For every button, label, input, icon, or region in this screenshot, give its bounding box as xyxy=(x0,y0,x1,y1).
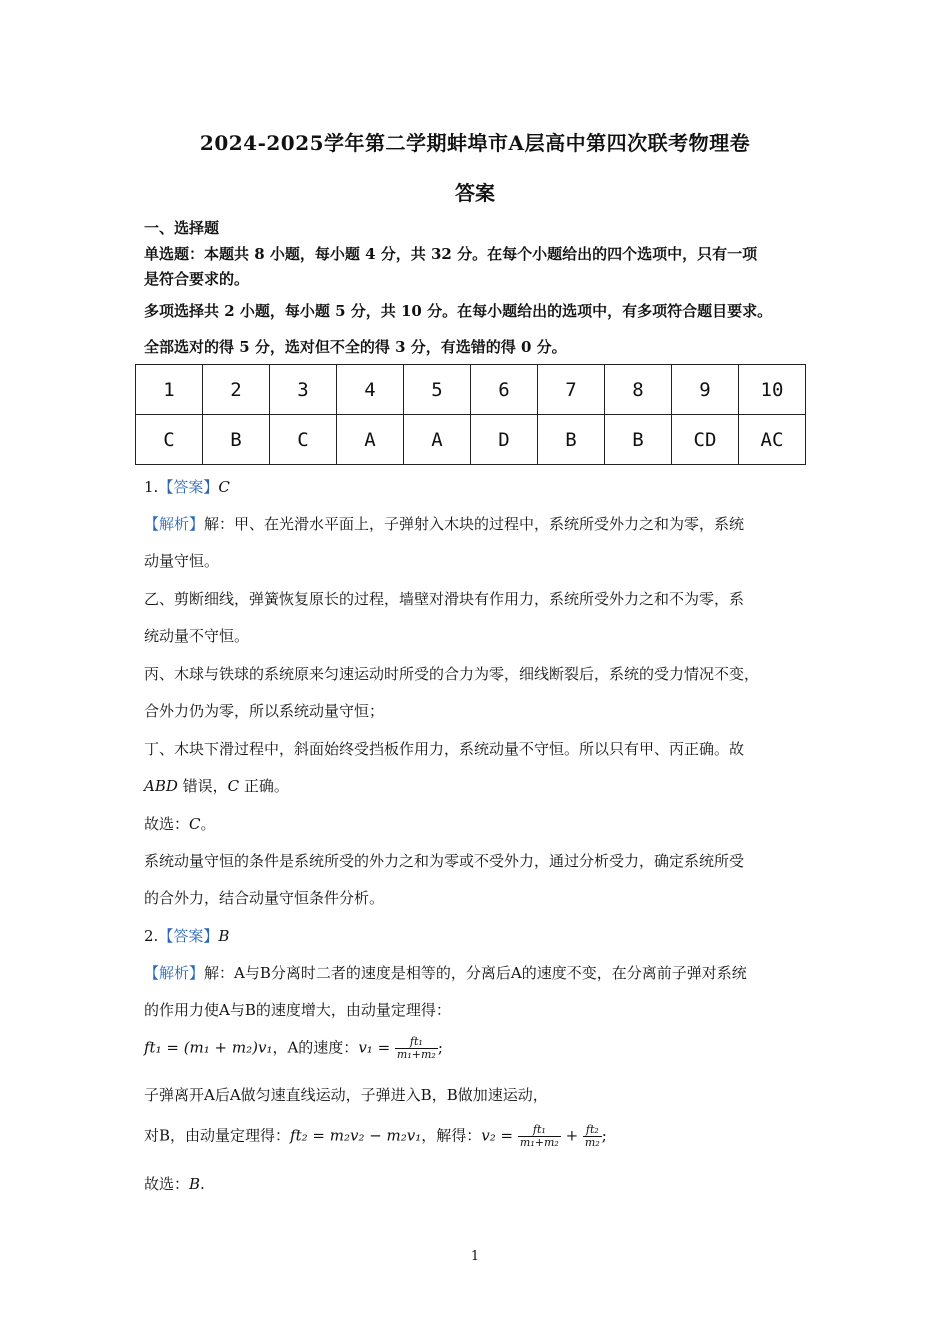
section-heading: 一、选择题 xyxy=(144,219,220,237)
math-text: B xyxy=(189,1175,201,1193)
paragraph-text: 对B，由动量定理得： xyxy=(144,1126,291,1145)
math-text: C xyxy=(227,777,240,795)
multi-choice-scoring: 全部选对的得 5 分，选对但不全的得 3 分，有选错的得 0 分。 xyxy=(144,338,567,356)
equation: ft₁ = (m₁ + m₂)v₁ xyxy=(144,1038,273,1057)
paragraph-line xyxy=(144,775,289,796)
table-cell: 10 xyxy=(739,365,806,415)
answer-table-answers-row xyxy=(136,415,806,465)
paragraph-text: 解：A与B分离时二者的速度是相等的，分离后A的速度不变，在分离前子弹对系统 xyxy=(204,964,747,982)
table-cell: B xyxy=(605,415,672,465)
paragraph-text: 丁、木块下滑过程中，斜面始终受挡板作用力，系统动量不守恒。所以只有甲、丙正确。故 xyxy=(144,740,745,758)
operator: + xyxy=(560,1126,583,1145)
table-cell: CD xyxy=(672,415,739,465)
paragraph-text: 的合外力，结合动量守恒条件分析。 xyxy=(144,889,385,907)
table-cell: 8 xyxy=(605,365,672,415)
q1-answer-line xyxy=(144,476,230,497)
single-choice-instructions: 单选题：本题共 8 小题，每小题 4 分，共 32 分。在每个小题给出的四个选项中，只有一项 xyxy=(144,245,758,263)
paragraph-text: 子弹离开A后A做匀速直线运动，子弹进入B，B做加速运动， xyxy=(144,1086,548,1104)
paragraph-text: 系统动量守恒的条件是系统所受的外力之和为零或不受外力，通过分析受力，确定系统所受 xyxy=(144,852,745,870)
equation: ft₂ = m₂v₂ − m₂v₁ xyxy=(290,1126,422,1145)
fraction-denominator: m₂ xyxy=(584,1136,600,1149)
q2-answer-line xyxy=(144,925,229,946)
paragraph-text: ; xyxy=(601,1126,607,1145)
paragraph-line xyxy=(144,813,216,834)
table-cell: B xyxy=(203,415,270,465)
paragraph-text: 合外力仍为零，所以系统动量守恒； xyxy=(144,702,385,720)
table-cell: C xyxy=(136,415,203,465)
table-cell: 3 xyxy=(270,365,337,415)
fraction-numerator: ft₂ xyxy=(583,1124,602,1137)
paragraph-text: 解：甲、在光滑水平面上，子弹射入木块的过程中，系统所受外力之和为零，系统 xyxy=(204,515,745,533)
table-cell: 7 xyxy=(538,365,605,415)
answer-table xyxy=(135,364,806,465)
paragraph-text: 故选： xyxy=(144,815,190,833)
fraction xyxy=(583,1124,602,1149)
paragraph-text: 的作用力使A与B的速度增大，由动量定理得： xyxy=(144,1001,451,1019)
paragraph-text: 错误， xyxy=(177,777,228,795)
paragraph-text: ，A的速度： xyxy=(272,1038,359,1057)
page-subtitle: 答案 xyxy=(455,181,495,205)
fraction-numerator: ft₁ xyxy=(395,1036,438,1049)
fraction-denominator: m₁+m₂ xyxy=(396,1048,436,1061)
equation: v₁ = xyxy=(358,1038,395,1057)
table-cell: 5 xyxy=(404,365,471,415)
multi-choice-instructions: 多项选择共 2 小题，每小题 5 分，共 10 分。在每小题给出的选项中，有多项符合题目要求。 xyxy=(144,302,773,320)
equation-line xyxy=(144,1036,443,1061)
table-cell: 2 xyxy=(203,365,270,415)
q2-analysis-line xyxy=(144,962,747,983)
paragraph-text: 乙、剪断细线，弹簧恢复原长的过程，墙壁对滑块有作用力，系统所受外力之和不为零，系 xyxy=(144,590,745,608)
paragraph-text: ; xyxy=(437,1038,443,1057)
fraction-denominator: m₁+m₂ xyxy=(519,1136,559,1149)
paragraph-text: 正确。 xyxy=(239,777,289,795)
analysis-tag: 【解析】 xyxy=(144,964,205,982)
q1-number: 1. xyxy=(144,478,159,496)
q2-number: 2. xyxy=(144,927,159,945)
q1-answer: C xyxy=(218,478,230,496)
answer-tag: 【答案】 xyxy=(158,478,219,496)
equation-line xyxy=(144,1124,607,1149)
paragraph-text: 。 xyxy=(200,815,216,833)
paragraph-text: ，解得： xyxy=(421,1126,482,1145)
equation: v₂ = xyxy=(481,1126,518,1145)
answer-table-numbers-row xyxy=(136,365,806,415)
table-cell: C xyxy=(270,415,337,465)
paragraph-text: 动量守恒。 xyxy=(144,552,220,570)
table-cell: 4 xyxy=(337,365,404,415)
single-choice-instructions-cont: 是符合要求的。 xyxy=(144,270,250,288)
table-cell: A xyxy=(337,415,404,465)
table-cell: 6 xyxy=(471,365,538,415)
paragraph-text: 丙、木球与铁球的系统原来匀速运动时所受的合力为零，细线断裂后，系统的受力情况不变， xyxy=(144,665,760,683)
math-text: ABD xyxy=(144,777,178,795)
paragraph-text: . xyxy=(200,1175,205,1193)
table-cell: 1 xyxy=(136,365,203,415)
table-cell: B xyxy=(538,415,605,465)
analysis-tag: 【解析】 xyxy=(144,515,205,533)
table-cell: 9 xyxy=(672,365,739,415)
fraction xyxy=(395,1036,438,1061)
q1-analysis-line xyxy=(144,513,744,534)
table-cell: D xyxy=(471,415,538,465)
math-text: C xyxy=(189,815,201,833)
fraction-numerator: ft₁ xyxy=(518,1124,561,1137)
paragraph-line xyxy=(144,1173,205,1194)
page-title: 2024-2025学年第二学期蚌埠市A层高中第四次联考物理卷 xyxy=(199,131,751,155)
paragraph-text: 统动量不守恒。 xyxy=(144,627,250,645)
q2-answer: B xyxy=(218,927,230,945)
paragraph-text: 故选： xyxy=(144,1175,190,1193)
page-number: 1 xyxy=(470,1249,480,1264)
fraction xyxy=(518,1124,561,1149)
answer-tag: 【答案】 xyxy=(158,927,219,945)
table-cell: AC xyxy=(739,415,806,465)
table-cell: A xyxy=(404,415,471,465)
